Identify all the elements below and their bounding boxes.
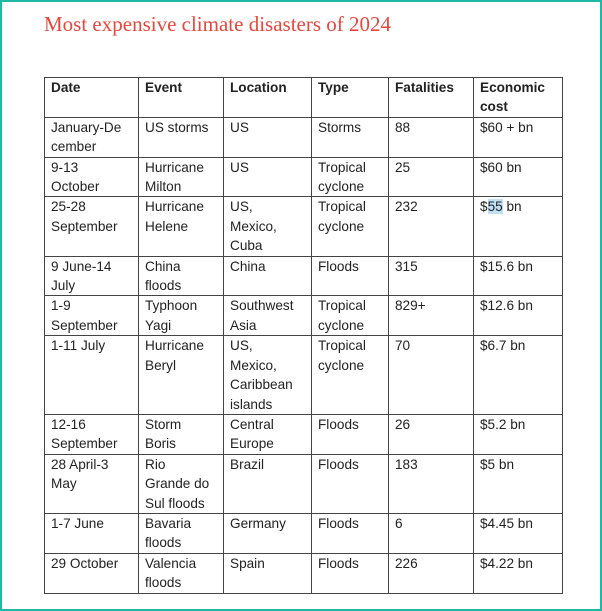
cell-type <box>312 513 389 553</box>
cell-cost: $4.45 bn <box>474 513 563 553</box>
cell-location <box>224 117 312 157</box>
page-title: Most expensive climate disasters of 2024 <box>44 12 392 36</box>
cell-location-line: US, <box>230 199 253 215</box>
cell-date <box>45 553 139 593</box>
cell-location <box>224 336 312 415</box>
cell-event-line: floods <box>145 575 182 591</box>
cell-type-line: Tropical <box>318 338 366 354</box>
cell-fatalities: 829+ <box>389 296 474 336</box>
cell-type-line: Floods <box>318 515 359 531</box>
cell-date <box>45 256 139 296</box>
header-event: Event <box>139 78 224 118</box>
cell-event-line: Storm <box>145 416 182 432</box>
header-date: Date <box>45 78 139 118</box>
cell-fatalities: 88 <box>389 117 474 157</box>
cell-location-line: Cuba <box>230 238 263 254</box>
cell-location-line: US <box>230 159 249 175</box>
cell-date-line: July <box>51 278 76 294</box>
cell-date <box>45 414 139 454</box>
cell-event-line: China <box>145 258 181 274</box>
cell-date <box>45 296 139 336</box>
cell-date <box>45 336 139 415</box>
cell-date <box>45 513 139 553</box>
cell-cost-text: bn <box>502 199 522 215</box>
cell-date <box>45 197 139 256</box>
cell-fatalities: 25 <box>389 157 474 197</box>
cell-location-line: Spain <box>230 555 265 571</box>
header-cost-line1: Economic <box>480 80 545 95</box>
table-row <box>45 117 563 157</box>
header-type: Type <box>312 78 389 118</box>
cell-date <box>45 454 139 513</box>
cell-type-line: Floods <box>318 555 359 571</box>
cell-location-line: US, <box>230 338 253 354</box>
cell-type-line: cyclone <box>318 218 365 234</box>
cell-type-line: Floods <box>318 258 359 274</box>
cell-date-line: 9 June-14 <box>51 258 112 274</box>
cell-type <box>312 117 389 157</box>
cell-date-line: September <box>51 436 118 452</box>
cell-type-line: Storms <box>318 119 362 135</box>
table-row <box>45 513 563 553</box>
table-row <box>45 553 563 593</box>
cell-date-line: 1-9 <box>51 298 71 314</box>
cell-date <box>45 117 139 157</box>
cell-location-line: Europe <box>230 436 274 452</box>
cell-type-line: Tropical <box>318 199 366 215</box>
cell-event <box>139 157 224 197</box>
cell-location-line: China <box>230 258 266 274</box>
header-cost-line2: cost <box>480 99 508 115</box>
cell-type-line: Tropical <box>318 298 366 314</box>
cell-location <box>224 296 312 336</box>
table-row <box>45 336 563 415</box>
cell-event-line: Hurricane <box>145 338 204 354</box>
cell-type <box>312 256 389 296</box>
cell-fatalities: 183 <box>389 454 474 513</box>
cell-fatalities: 26 <box>389 414 474 454</box>
cell-event <box>139 197 224 256</box>
cell-location-line: US <box>230 119 249 135</box>
cell-type-line: cyclone <box>318 357 365 373</box>
cell-date-line: January-De <box>51 119 122 135</box>
cell-event-line: floods <box>145 278 182 294</box>
cell-type <box>312 296 389 336</box>
cell-cost: $12.6 bn <box>474 296 563 336</box>
cell-cost: $5 bn <box>474 454 563 513</box>
cell-location-line: Caribbean <box>230 377 293 393</box>
table-body <box>45 117 563 593</box>
cell-type <box>312 414 389 454</box>
cell-event-line: Typhoon <box>145 298 198 314</box>
cell-location-line: Central <box>230 416 274 432</box>
cell-date <box>45 157 139 197</box>
cell-type-line: cyclone <box>318 317 365 333</box>
cell-event-line: Helene <box>145 218 189 234</box>
cell-location-line: Mexico, <box>230 357 277 373</box>
cell-cost: $5.2 bn <box>474 414 563 454</box>
cell-event-line: Hurricane <box>145 199 204 215</box>
cell-date-line: 1-7 June <box>51 515 104 531</box>
cell-date-line: May <box>51 476 77 492</box>
cell-event <box>139 553 224 593</box>
table-row <box>45 256 563 296</box>
cell-date-line: 9-13 <box>51 159 79 175</box>
cell-location-line: islands <box>230 396 273 412</box>
cell-event-line: Grande do <box>145 476 210 492</box>
cell-event-line: floods <box>145 535 182 551</box>
cell-event <box>139 513 224 553</box>
table-row <box>45 157 563 197</box>
cell-location-line: Brazil <box>230 456 264 472</box>
cell-type <box>312 157 389 197</box>
cell-location <box>224 414 312 454</box>
cell-event <box>139 414 224 454</box>
cell-location <box>224 454 312 513</box>
cell-event-line: Boris <box>145 436 176 452</box>
cell-fatalities: 70 <box>389 336 474 415</box>
cell-type-line: Floods <box>318 416 359 432</box>
table-row <box>45 414 563 454</box>
header-fatalities: Fatalities <box>389 78 474 118</box>
cell-cost: $60 bn <box>474 157 563 197</box>
cell-location-line: Germany <box>230 515 286 531</box>
disasters-table <box>44 77 563 594</box>
cell-event-line: Yagi <box>145 317 172 333</box>
cell-event <box>139 336 224 415</box>
cell-location <box>224 157 312 197</box>
cell-date-line: 29 October <box>51 555 119 571</box>
cell-event-line: Valencia <box>145 555 197 571</box>
cell-type <box>312 553 389 593</box>
cell-cost: $4.22 bn <box>474 553 563 593</box>
cell-type-line: cyclone <box>318 179 365 195</box>
cell-cost-text: $ <box>480 199 488 215</box>
cell-cost <box>474 197 563 256</box>
cell-fatalities: 315 <box>389 256 474 296</box>
cell-date-line: 1-11 July <box>51 338 106 354</box>
cell-fatalities: 226 <box>389 553 474 593</box>
cell-type <box>312 336 389 415</box>
cell-date-line: 12-16 <box>51 416 86 432</box>
cell-event-line: Sul floods <box>145 495 205 511</box>
cell-event-line: Bavaria <box>145 515 192 531</box>
cell-event <box>139 454 224 513</box>
cell-location <box>224 256 312 296</box>
cell-location-line: Southwest <box>230 298 294 314</box>
cell-date-line: 25-28 <box>51 199 86 215</box>
cell-date-line: cember <box>51 139 97 155</box>
cell-date-line: September <box>51 218 118 234</box>
cell-event <box>139 256 224 296</box>
cell-type <box>312 197 389 256</box>
cell-date-line: October <box>51 179 100 195</box>
cell-event-line: Beryl <box>145 357 176 373</box>
cell-event-line: US storms <box>145 119 209 135</box>
table-row <box>45 296 563 336</box>
cell-type-line: Floods <box>318 456 359 472</box>
cell-type-line: Tropical <box>318 159 366 175</box>
cell-location <box>224 513 312 553</box>
cell-event-line: Rio <box>145 456 166 472</box>
cell-event <box>139 296 224 336</box>
table-row <box>45 197 563 256</box>
cell-date-line: September <box>51 317 118 333</box>
cell-event-line: Milton <box>145 179 182 195</box>
highlighted-cost-text: 55 <box>487 199 503 215</box>
cell-fatalities: 232 <box>389 197 474 256</box>
cell-event-line: Hurricane <box>145 159 204 175</box>
cell-type <box>312 454 389 513</box>
cell-event <box>139 117 224 157</box>
cell-cost: $15.6 bn <box>474 256 563 296</box>
cell-fatalities: 6 <box>389 513 474 553</box>
cell-cost: $6.7 bn <box>474 336 563 415</box>
header-economic-cost <box>474 78 563 118</box>
cell-date-line: 28 April-3 <box>51 456 109 472</box>
cell-cost: $60 + bn <box>474 117 563 157</box>
header-location: Location <box>224 78 312 118</box>
table-row <box>45 454 563 513</box>
cell-location <box>224 197 312 256</box>
cell-location-line: Mexico, <box>230 218 277 234</box>
cell-location <box>224 553 312 593</box>
cell-location-line: Asia <box>230 317 257 333</box>
table-header-row <box>45 78 563 118</box>
